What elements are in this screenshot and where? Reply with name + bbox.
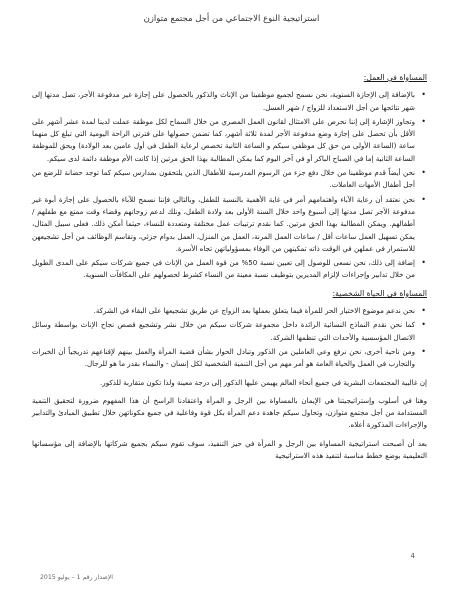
list-item: • ومن ناحية أخرى، نحن نرفع وعي العاملين من الذكور وتبادل الحوار بشأن قضية المرأة والعمل بينهم لإقناعهم تدريجياً أن الخبرات والتجارب في العمل والحياة العامة هو أمر مهم من أجل التنمية الشخصية لكل إنسان - والنساء بقدر ما هو للرجال. xyxy=(32,346,415,371)
bullet-list xyxy=(32,89,427,281)
list-item: • إضافة إلى ذلك، نحن نسعى للوصول إلى تعيين نسبة 50% من قوة العمل من الإناث في جميع شركات سيكم على المدى الطويل من خلال تدابير وإجراءات لإلزام المديرين بتوظيف نسبة معينة من النساء كشرط لحصولهم على المكافآت السنوية. xyxy=(32,257,415,282)
list-item: • نحن ندعم موضوع الاختيار الحر للمرأة فيما يتعلق بعملها بعد الزواج عن طريق تشجيعها على البقاء في الشركة. xyxy=(32,305,415,317)
document-body xyxy=(32,72,427,468)
body-paragraph: إن غالبية المجتمعات البشرية في جميع أنحاء العالم يهيمن عليها الذكور إلى درجة معينة ولذا تكون متقاربة للذكور. xyxy=(100,377,427,387)
body-paragraph: وهنا في أسلوب وإستراتيجيتنا هي الإيمان بالمساواة بين الرجل و المرأة واعتقادنا الراسخ أن هذا المفهوم ضرورة لتحقيق التنمية المستدامة من أجل مجتمع متوازن، وتحاول سيكم جاهدة دعم المرأة بكل قوة وفاعلية في جميع مكوناتهن خلال تطبيق المبادئ والتدابير والإجراءات المذكورة أعلاه. xyxy=(32,395,427,430)
list-item: • نحن أيضاً قدم موظفينا من خلال دفع جزء من الرسوم المدرسية للأطفال الذين يلتحقون بمدارس سيكم كما توجد حضانة للرضع من أجل أطفال الأمهات العاملات. xyxy=(32,167,415,192)
list-item: • نحن نعتقد أن رعاية الآباء واهتمامهم أمر في غاية الأهمية بالنسبة للطفل، وبالتالي فإننا نسمح للآباء بالحصول على إجازة أبوة غير مدفوعة الأجر تصل مدتها إلى أسبوع واحد خلال السنة الأولى بعد ولادة الطفل، ونلك لدعم زوجاتهم وقضاء وقت ممتع مع طفلهم / أطفالهم. ويمكن المطالبة بهذا الحق مرتين. كما نقدم ترتيبات عمل مختلفة ومتعددة للنساء، حيثما أمكن ذلك. فعلى سبيل المثال، يمكن تسهيل العمل ساعات أقل / ساعات العمل المرنة، العمل من المنزل، العمل بدوام جزئي، وتقاسم الوظائف من أجل تشجيعهن للاستمرار في عملهن في الوقت ذاته تمكينهن من الوفاء بمسؤولياتهن تجاه الأسرة. xyxy=(32,194,415,255)
section-heading: المساواة في الحياة الشخصية: xyxy=(332,288,427,298)
list-item: • وتجاوز الإشارة إلى إننا نحرص على الامتثال لقانون العمل المصري من خلال السماح لكل موظفة عملت لدينا لمدة عشر أشهر على الأقل بأن تحصل على إجازة وضع مدفوعة الأجر لمدة ثلاثة أشهر، كما تضمن حصولها على فترتي الراحة اليومية التي تبلغ كل منهما ساعة (الساعة الأولى من حق كل موظفي سيكم و الساعة الثانية تخصص لرعاية الطفل في أول عامين بعد الولادة) ويحق للموظفة الساعة الثانية إما في الصباح الباكر أو في آخر اليوم كما يمكن المطالبة بهذا الحق مرتين إذا كانت الأم موظفة دائمة لدى سيكم. xyxy=(32,116,415,165)
footer-version-text: الإصدار رقم 1 – يوليو 2015 xyxy=(40,574,114,581)
list-item: • كما نحن نقدم النماذج النسائية الرائدة داخل مجموعة شركات سيكم من خلال نشر وتشجيع قصص نجاح الإناث بواسطة وسائل الاتصال المؤسسية والأحداث التي تنظمها الشركة. xyxy=(32,319,415,344)
page-number: 4 xyxy=(410,552,415,560)
page-header-title: استراتيجية النوع الاجتماعي من أجل مجتمع متوازن xyxy=(143,14,320,24)
body-paragraph: بعد أن أصبحت استراتيجية المساواة بين الرجل و المرأة في حيز التنفيذ، سوف تقوم سيكم بجميع شركاتها بالإضافة إلى مؤسساتها التعليمية بوضع خطط مناسبة لتنفيذ هذه الاستراتيجية xyxy=(32,438,427,461)
section-heading: المساواة في العمل: xyxy=(363,73,427,82)
bullet-list xyxy=(32,305,427,370)
section-work-equality xyxy=(32,72,427,282)
list-item: • بالإضافة إلى الإجازة السنوية، نحن نسمح لجميع موظفينا من الإناث والذكور بالحصول على إجازة غير مدفوعة الأجر، تصل مدتها إلى شهر نتائجها من أجل الاستعداد للزواج / شهر العسل. xyxy=(32,89,415,114)
section-personal-life-equality xyxy=(32,288,427,371)
